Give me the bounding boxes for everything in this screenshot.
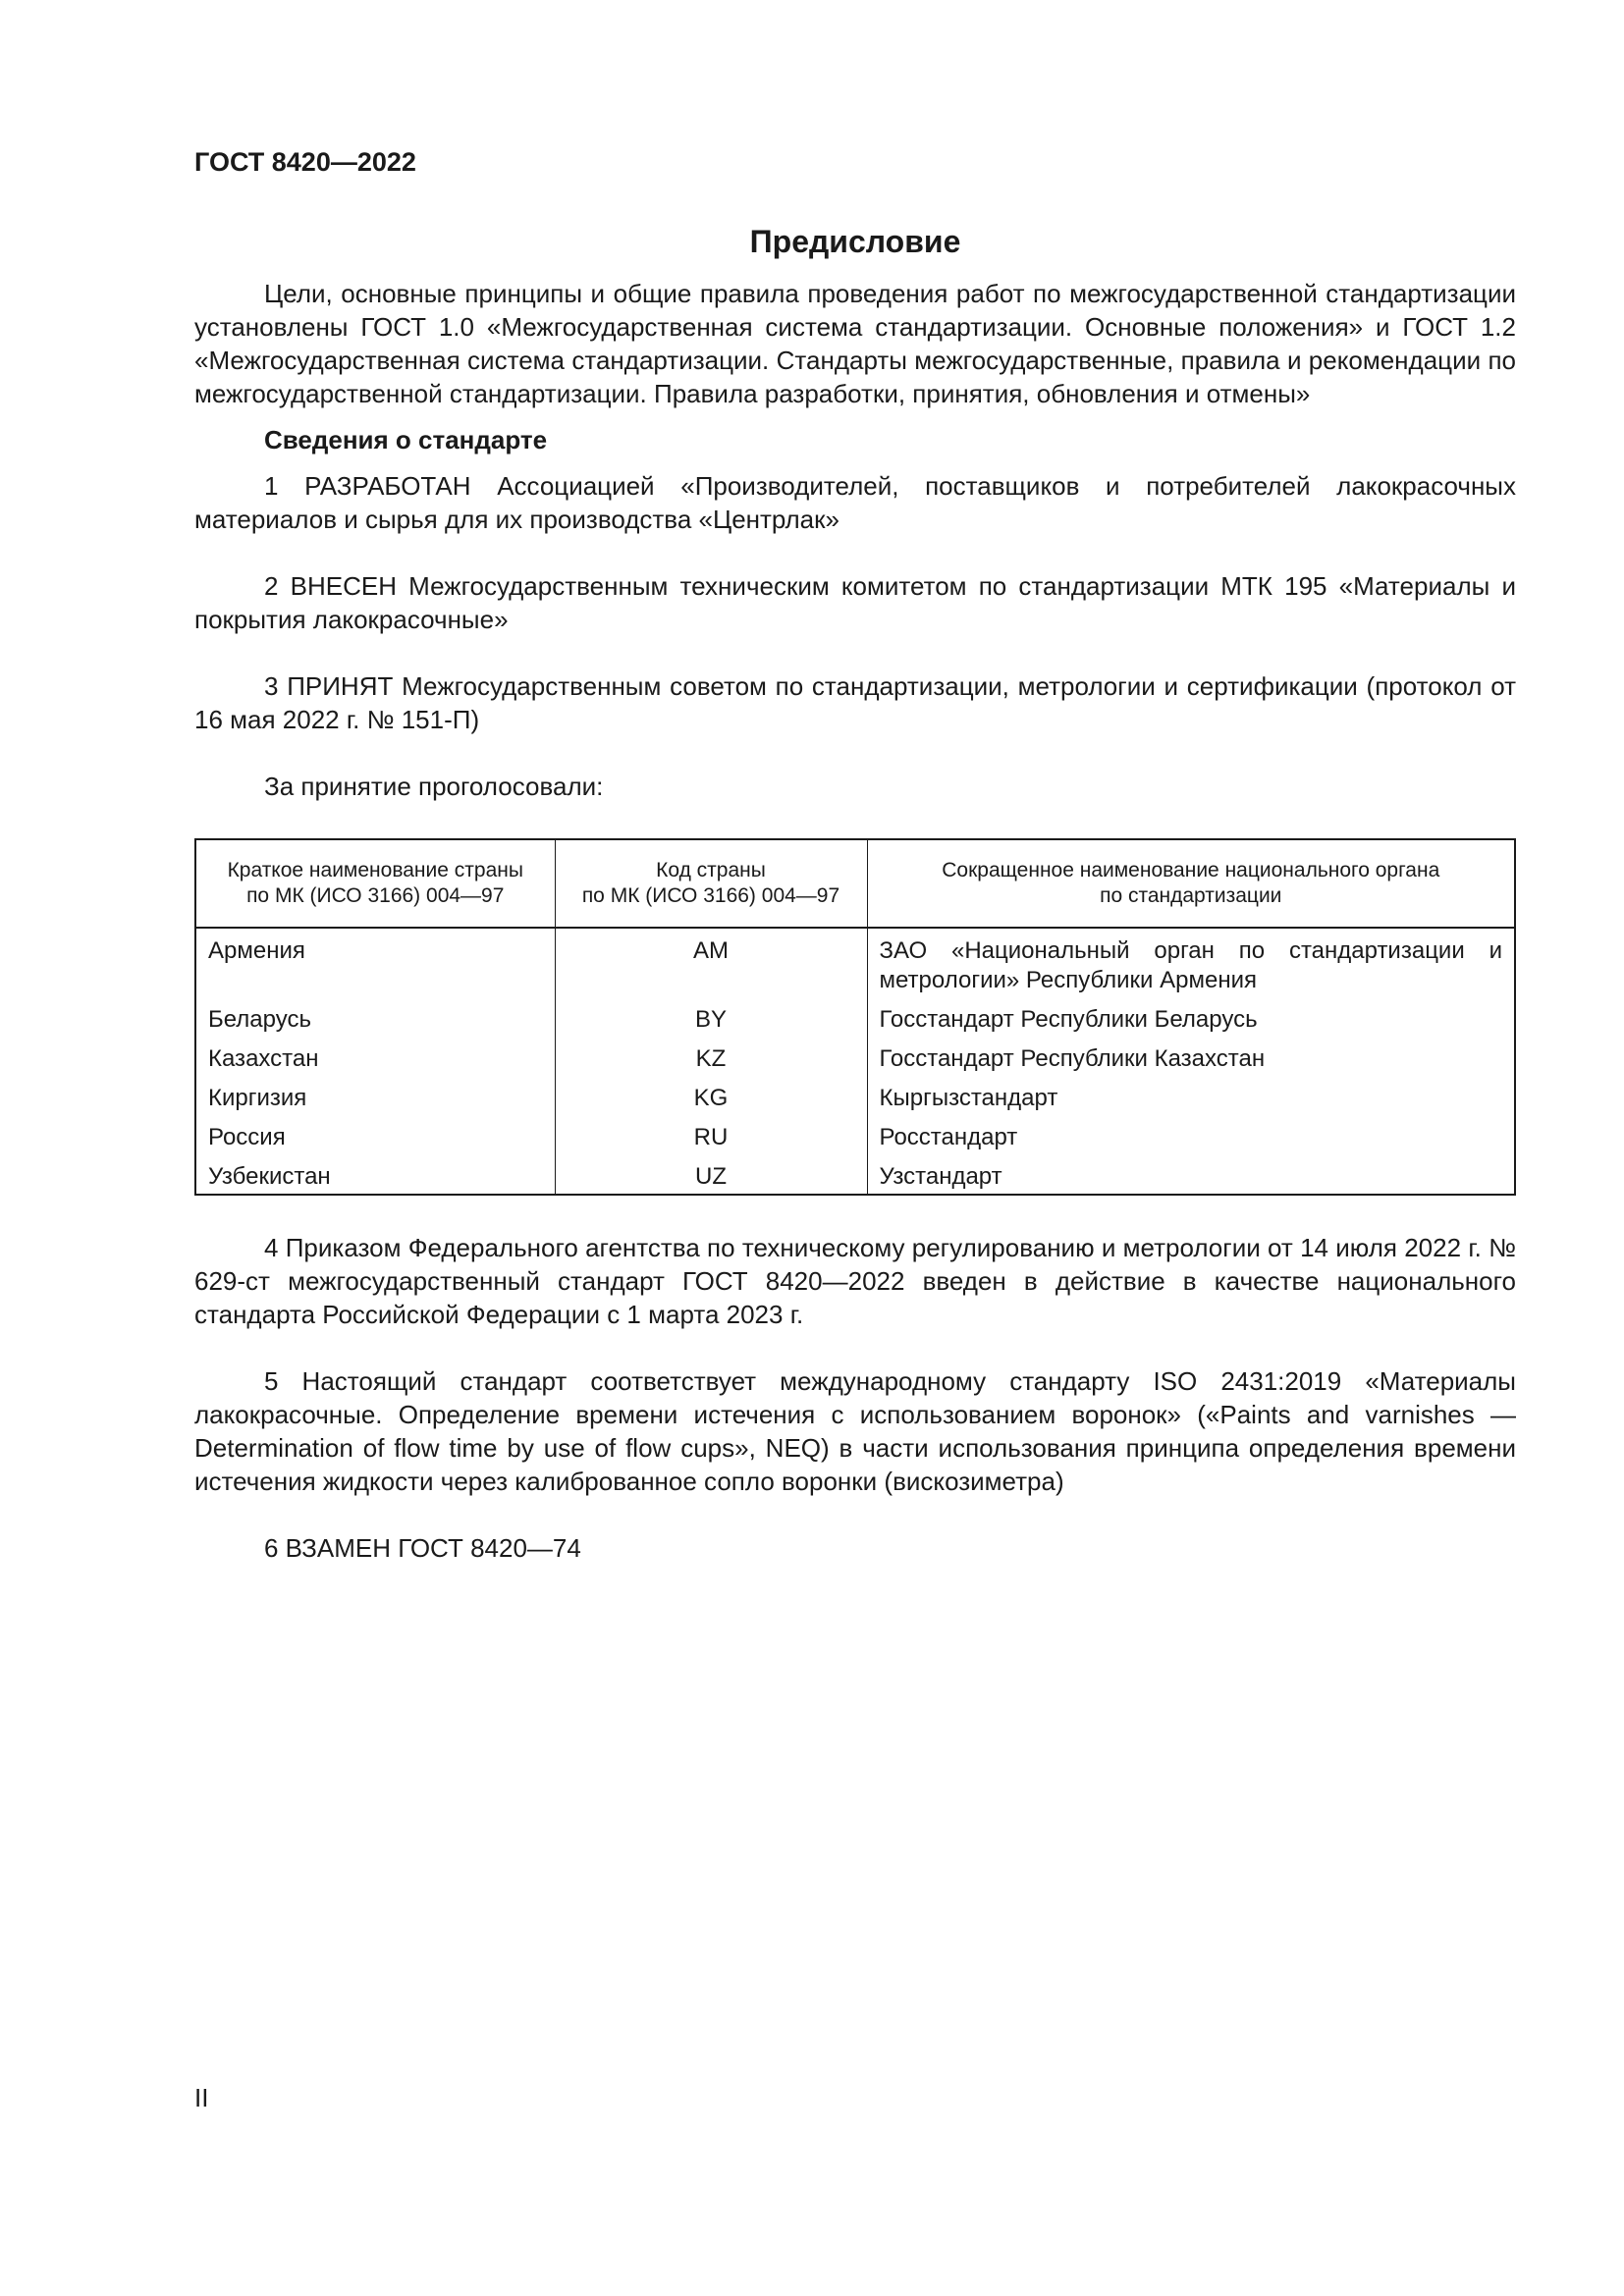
code-cell: BY xyxy=(555,997,867,1037)
national-body-cell: Росстандарт xyxy=(867,1115,1515,1154)
col-header-country-line1: Краткое наименование страны xyxy=(227,859,523,881)
col-header-country-line2: по МК (ИСО 3166) 004—97 xyxy=(246,884,505,907)
item-replaces: 6 ВЗАМЕН ГОСТ 8420—74 xyxy=(264,1533,581,1563)
standard-info-heading: Сведения о стандарте xyxy=(264,425,548,454)
country-cell: Киргизия xyxy=(195,1076,555,1115)
vote-intro: За принятие проголосовали: xyxy=(264,772,604,801)
item-developed: 1 РАЗРАБОТАН Ассоциацией «Производителей, поставщиков и потребителей лакокрасочных материалов и сырья для их производства «Центрлак» xyxy=(194,471,1516,534)
table-row xyxy=(195,928,1515,997)
national-body-cell: Госстандарт Республики Казахстан xyxy=(867,1037,1515,1076)
code-cell: KG xyxy=(555,1076,867,1115)
col-header-code-line2: по МК (ИСО 3166) 004—97 xyxy=(581,884,840,907)
country-cell: Казахстан xyxy=(195,1037,555,1076)
page-title: Предисловие xyxy=(749,224,961,259)
col-header-country xyxy=(195,839,555,928)
table-row xyxy=(195,1037,1515,1076)
national-body-cell: ЗАО «Национальный орган по стандартизации и метрологии» Республики Армения xyxy=(867,928,1515,997)
col-header-code xyxy=(555,839,867,928)
col-header-national-body xyxy=(867,839,1515,928)
foreword-section xyxy=(194,222,1516,1565)
intro-paragraph: Цели, основные принципы и общие правила проведения работ по межгосударственной стандартизации установлены ГОСТ 1.0 «Межгосударственная система стандартизации. Основные положения» и ГОСТ 1.2 «Межгосударственная система стандартизации. Стандарты межгосударственные, правила и рекомендации по межгосударственной стандартизации. Правила разработки, принятия, обновления и отмены» xyxy=(194,279,1516,408)
table-row xyxy=(195,1076,1515,1115)
item-submitted: 2 ВНЕСЕН Межгосударственным техническим комитетом по стандартизации МТК 195 «Материалы и покрытия лакокрасочные» xyxy=(194,571,1516,634)
item-enacted: 4 Приказом Федерального агентства по техническому регулированию и метрологии от 14 июля 2022 г. № 629-ст межгосударственный стандарт ГОСТ 8420—2022 введен в действие в качестве национального стандарта Российской Федерации с 1 марта 2023 г. xyxy=(194,1233,1516,1329)
table-row xyxy=(195,1115,1515,1154)
country-cell: Россия xyxy=(195,1115,555,1154)
country-cell: Армения xyxy=(195,928,555,997)
national-body-cell: Госстандарт Республики Беларусь xyxy=(867,997,1515,1037)
code-cell: RU xyxy=(555,1115,867,1154)
col-header-code-line1: Код страны xyxy=(656,859,766,881)
country-cell: Беларусь xyxy=(195,997,555,1037)
col-header-body-line1: Сокращенное наименование национального органа xyxy=(942,859,1440,881)
col-header-body-line2: по стандартизации xyxy=(1100,884,1282,907)
code-cell: KZ xyxy=(555,1037,867,1076)
national-body-cell: Кыргызстандарт xyxy=(867,1076,1515,1115)
table-row xyxy=(195,997,1515,1037)
code-cell: AM xyxy=(555,928,867,997)
voting-countries-table xyxy=(194,838,1516,1196)
table-header-row xyxy=(195,839,1515,928)
table-row xyxy=(195,1154,1515,1195)
country-cell: Узбекистан xyxy=(195,1154,555,1195)
page-number: II xyxy=(194,2083,209,2112)
code-cell: UZ xyxy=(555,1154,867,1195)
document-id: ГОСТ 8420—2022 xyxy=(194,147,416,177)
item-iso-correspondence: 5 Настоящий стандарт соответствует международному стандарту ISO 2431:2019 «Материалы лакокрасочные. Определение времени истечения с использованием воронок» («Paints and varnishes — Determination of flow time by use of flow cups», NEQ) в части использования принципа определения времени истечения жидкости через калиброванное сопло воронки (вискозиметра) xyxy=(194,1366,1516,1496)
national-body-cell: Узстандарт xyxy=(867,1154,1515,1195)
item-adopted: 3 ПРИНЯТ Межгосударственным советом по стандартизации, метрологии и сертификации (протокол от 16 мая 2022 г. № 151-П) xyxy=(194,671,1516,734)
